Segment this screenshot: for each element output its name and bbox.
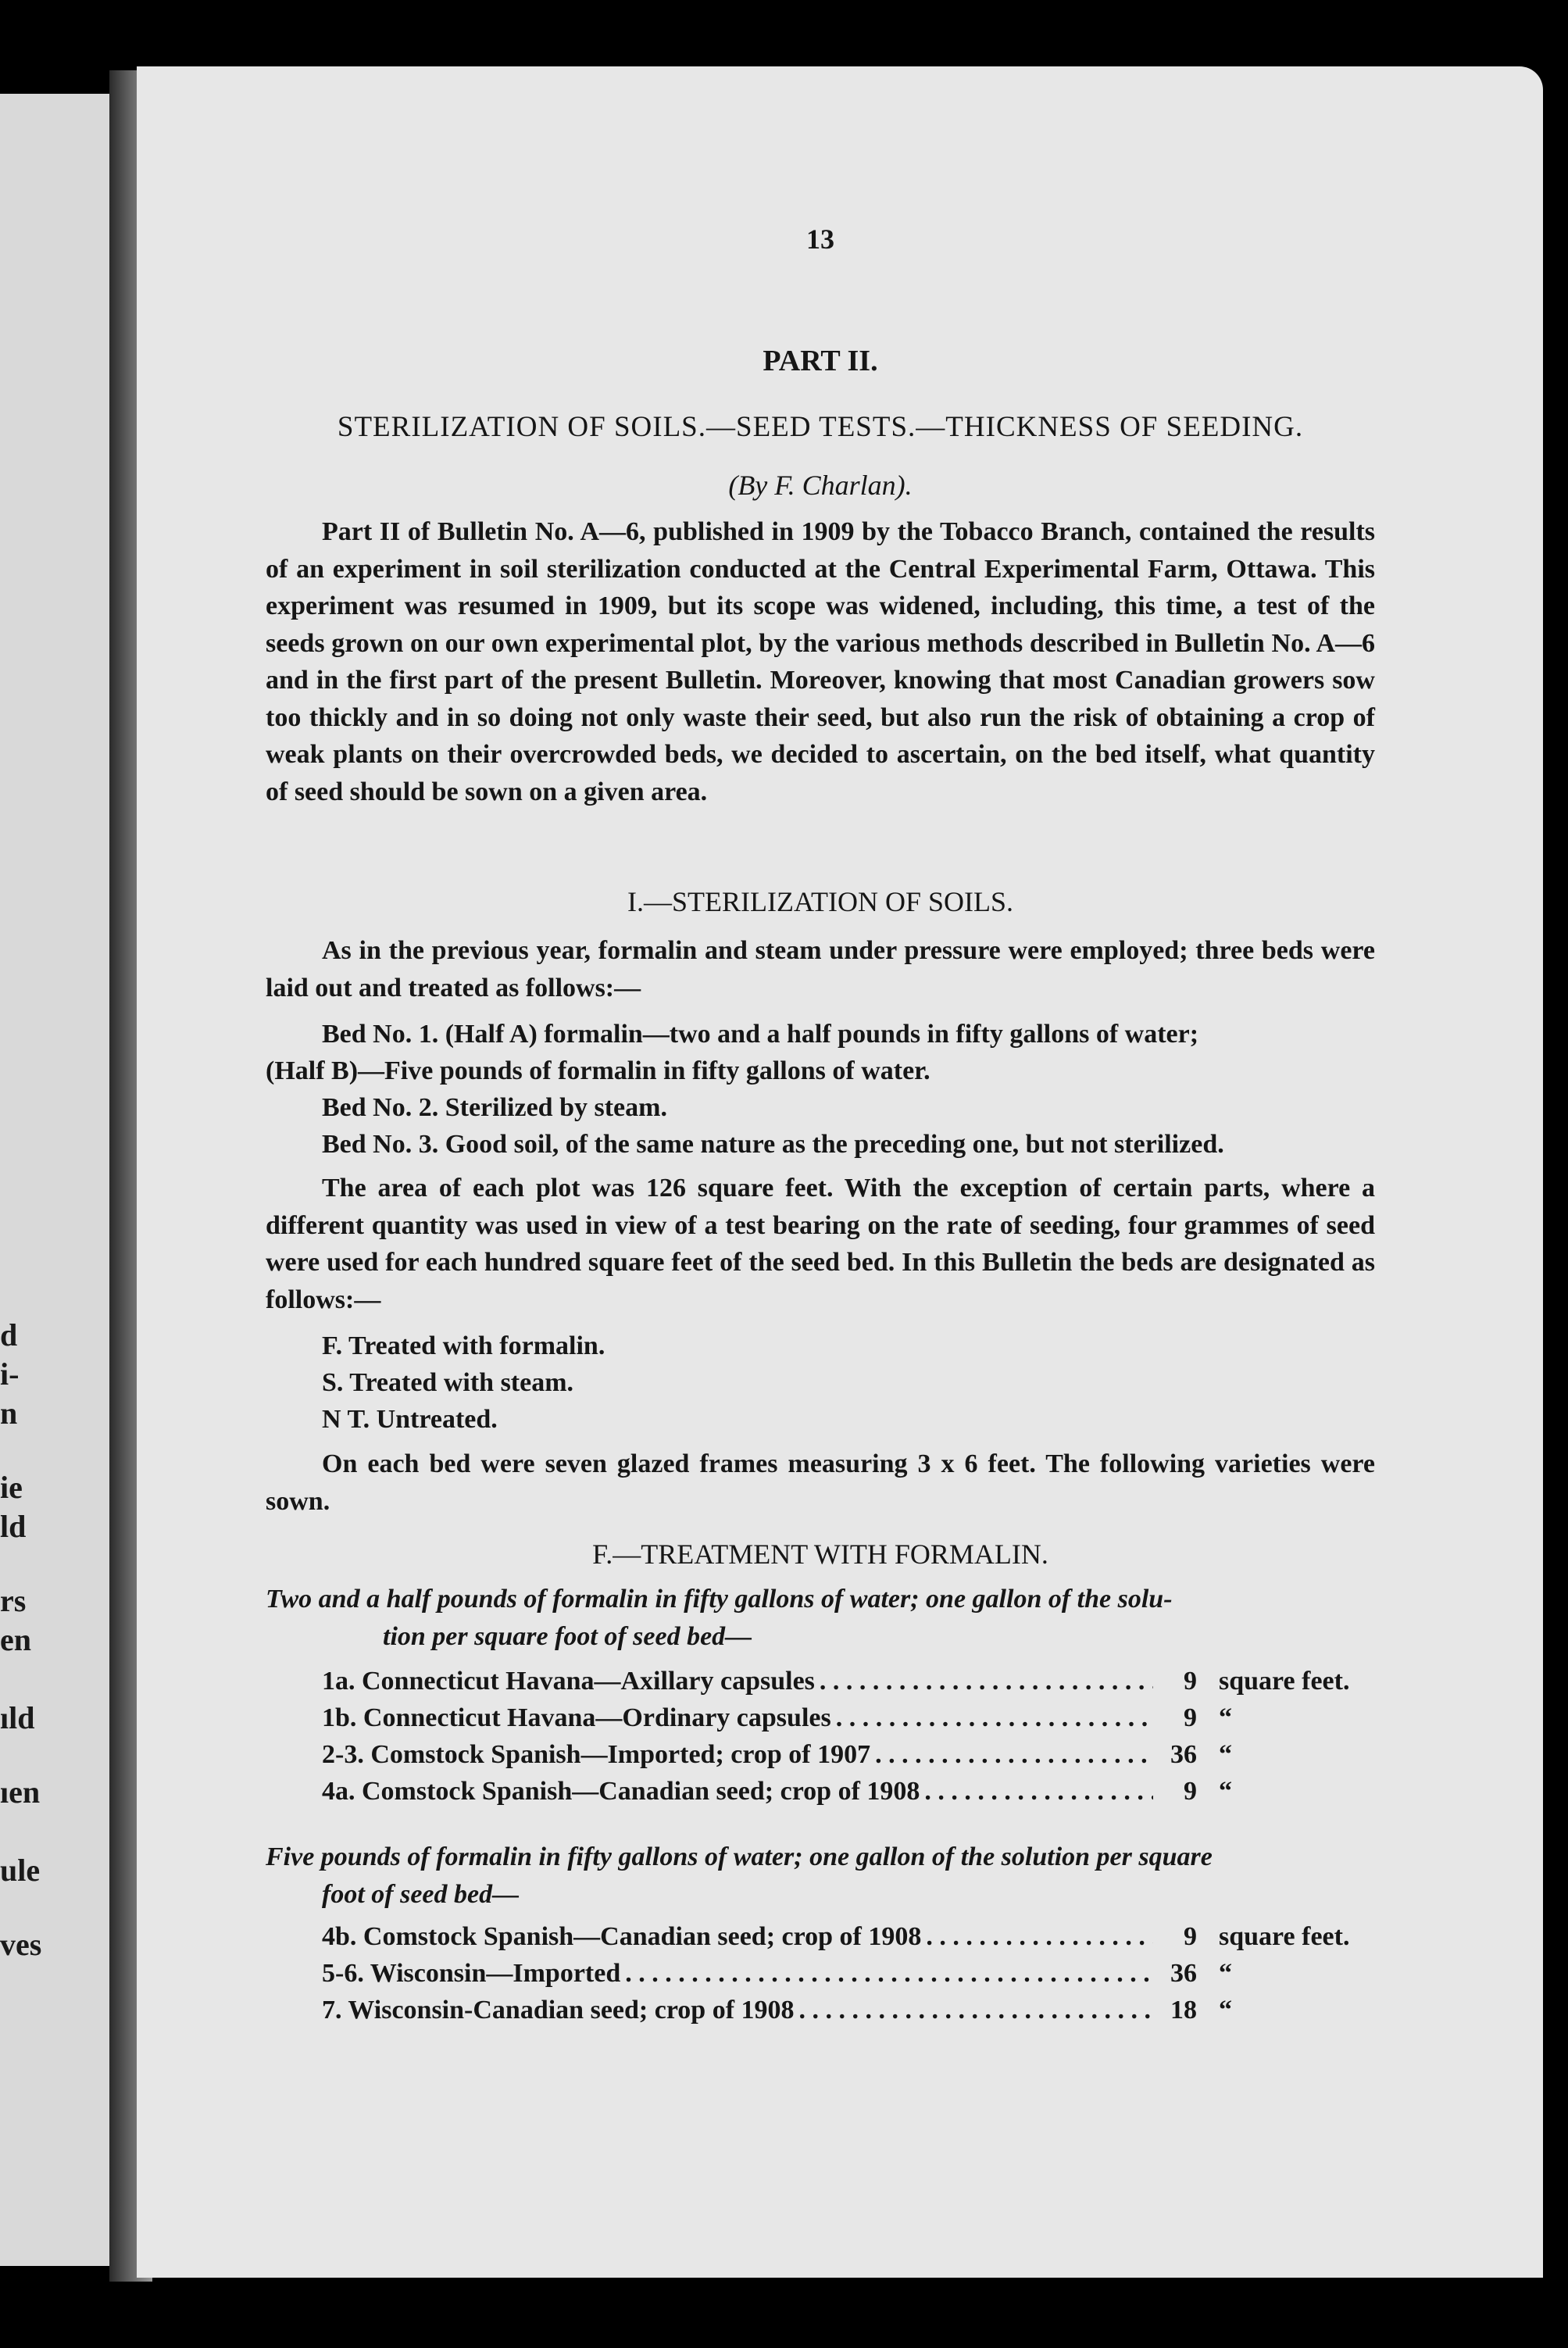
bed-2-description: Bed No. 2. Sterilized by steam. xyxy=(322,1093,667,1122)
area-unit: “ xyxy=(1219,1740,1232,1769)
area-value: 36 xyxy=(1170,1959,1197,1988)
variety-label: 5-6. Wisconsin—Imported xyxy=(322,1959,621,1988)
leader-dots xyxy=(924,1777,1153,1807)
list-item xyxy=(322,1959,1375,1996)
area-value: 9 xyxy=(1184,1703,1197,1732)
area-unit: “ xyxy=(1219,1777,1232,1806)
designation-formalin: F. Treated with formalin. xyxy=(322,1331,605,1360)
part-title: PART II. xyxy=(763,345,878,377)
subheading-2-line-1: Five pounds of formalin in fifty gallons of water; one gallon of the solution per square xyxy=(266,1842,1213,1871)
section-heading-formalin: F.—TREATMENT WITH FORMALIN. xyxy=(592,1539,1048,1570)
facing-page-edge xyxy=(0,94,117,2266)
leader-dots xyxy=(799,1996,1153,2025)
margin-fragment: ie xyxy=(0,1470,23,1505)
section-heading-sterilization: I.—STERILIZATION OF SOILS. xyxy=(627,886,1013,917)
area-unit: “ xyxy=(1219,1703,1232,1732)
subheading-1-line-1: Two and a half pounds of formalin in fifty gallons of water; one gallon of the solu- xyxy=(266,1585,1173,1614)
margin-fragment: ves xyxy=(0,1927,42,1962)
leader-dots xyxy=(926,1922,1153,1952)
margin-fragment: d xyxy=(0,1317,18,1353)
list-item xyxy=(322,1777,1375,1814)
variety-label: 1b. Connecticut Havana—Ordinary capsules xyxy=(322,1703,831,1732)
area-paragraph: The area of each plot was 126 square feet. With the exception of certain parts, where a different quantity was used in view of a test bearing on the rate of seeding, four grammes of seed were used for each hundred square feet of the seed bed. In this Bulletin the beds are designated as follows:— xyxy=(266,1174,1375,1314)
area-unit: “ xyxy=(1219,1996,1232,2025)
margin-fragment: i- xyxy=(0,1356,20,1392)
list-item xyxy=(322,1740,1375,1777)
margin-fragment: ule xyxy=(0,1853,41,1888)
list-item xyxy=(322,1922,1375,1959)
bed-3-description: Bed No. 3. Good soil, of the same nature as the preceding one, but not sterilized. xyxy=(322,1130,1224,1159)
area-value: 9 xyxy=(1184,1667,1197,1696)
variety-label: 1a. Connecticut Havana—Axillary capsules xyxy=(322,1667,815,1696)
formalin-subheading-2 xyxy=(266,1839,1375,1913)
margin-fragment: ıld xyxy=(0,1700,35,1735)
area-value: 9 xyxy=(1184,1777,1197,1806)
page-title: STERILIZATION OF SOILS.—SEED TESTS.—THICKNESS OF SEEDING. xyxy=(337,411,1304,443)
designation-steam: S. Treated with steam. xyxy=(322,1368,574,1397)
variety-label: 7. Wisconsin-Canadian seed; crop of 1908 xyxy=(322,1996,795,2025)
area-value: 18 xyxy=(1170,1996,1197,2025)
formalin-subheading-1 xyxy=(266,1581,1375,1655)
list-item xyxy=(322,1667,1375,1703)
margin-fragment: rs xyxy=(0,1583,27,1618)
methods-paragraph: As in the previous year, formalin and steam under pressure were employed; three beds were laid out and treated as follows:— xyxy=(266,936,1375,1002)
page-number: 13 xyxy=(806,223,834,255)
bed-1-description: Bed No. 1. (Half A) formalin—two and a half pounds in fifty gallons of water; xyxy=(322,1020,1199,1049)
margin-fragment: en xyxy=(0,1622,31,1657)
area-unit: square feet. xyxy=(1219,1667,1350,1696)
variety-label: 4b. Comstock Spanish—Canadian seed; crop of 1908 xyxy=(322,1922,922,1951)
intro-paragraph: Part II of Bulletin No. A—6, published in 1909 by the Tobacco Branch, contained the results of an experiment in soil sterilization conducted at the Central Experimental Farm, Ottawa. This experiment was resumed in 1909, but its scope was widened, including, this time, a test of the seeds grown on our own experimental plot, by the various methods described in Bulletin No. A—6 and in the first part of the present Bulletin. Moreover, knowing that most Canadian growers sow too thickly and in so doing not only waste their seed, but also run the risk of obtaining a crop of weak plants on their overcrowded beds, we decided to ascertain, on the bed itself, what quantity of seed should be sown on a given area. xyxy=(266,517,1375,806)
subheading-1-line-2: tion per square foot of seed bed— xyxy=(383,1621,752,1651)
list-item xyxy=(322,1996,1375,2032)
margin-fragment: ıen xyxy=(0,1774,41,1810)
list-item xyxy=(322,1703,1375,1740)
area-value: 36 xyxy=(1170,1740,1197,1769)
variety-label: 4a. Comstock Spanish—Canadian seed; crop of 1908 xyxy=(322,1777,920,1806)
leader-dots xyxy=(836,1703,1153,1733)
designation-untreated: N T. Untreated. xyxy=(322,1405,498,1434)
frames-paragraph: On each bed were seven glazed frames measuring 3 x 6 feet. The following varieties were sown. xyxy=(266,1449,1375,1516)
leader-dots xyxy=(875,1740,1153,1770)
area-unit: “ xyxy=(1219,1959,1232,1988)
subheading-2-line-2: foot of seed bed— xyxy=(322,1879,520,1909)
variety-label: 2-3. Comstock Spanish—Imported; crop of 1907 xyxy=(322,1740,871,1769)
bed-1-continuation: (Half B)—Five pounds of formalin in fifty gallons of water. xyxy=(266,1056,930,1085)
margin-fragment: n xyxy=(0,1396,18,1431)
leader-dots xyxy=(625,1959,1153,1989)
author-byline: (By F. Charlan). xyxy=(728,470,913,501)
leader-dots xyxy=(820,1667,1153,1696)
margin-fragment: ld xyxy=(0,1509,27,1544)
area-unit: square feet. xyxy=(1219,1922,1350,1951)
document-page xyxy=(137,66,1543,2278)
area-value: 9 xyxy=(1184,1922,1197,1951)
